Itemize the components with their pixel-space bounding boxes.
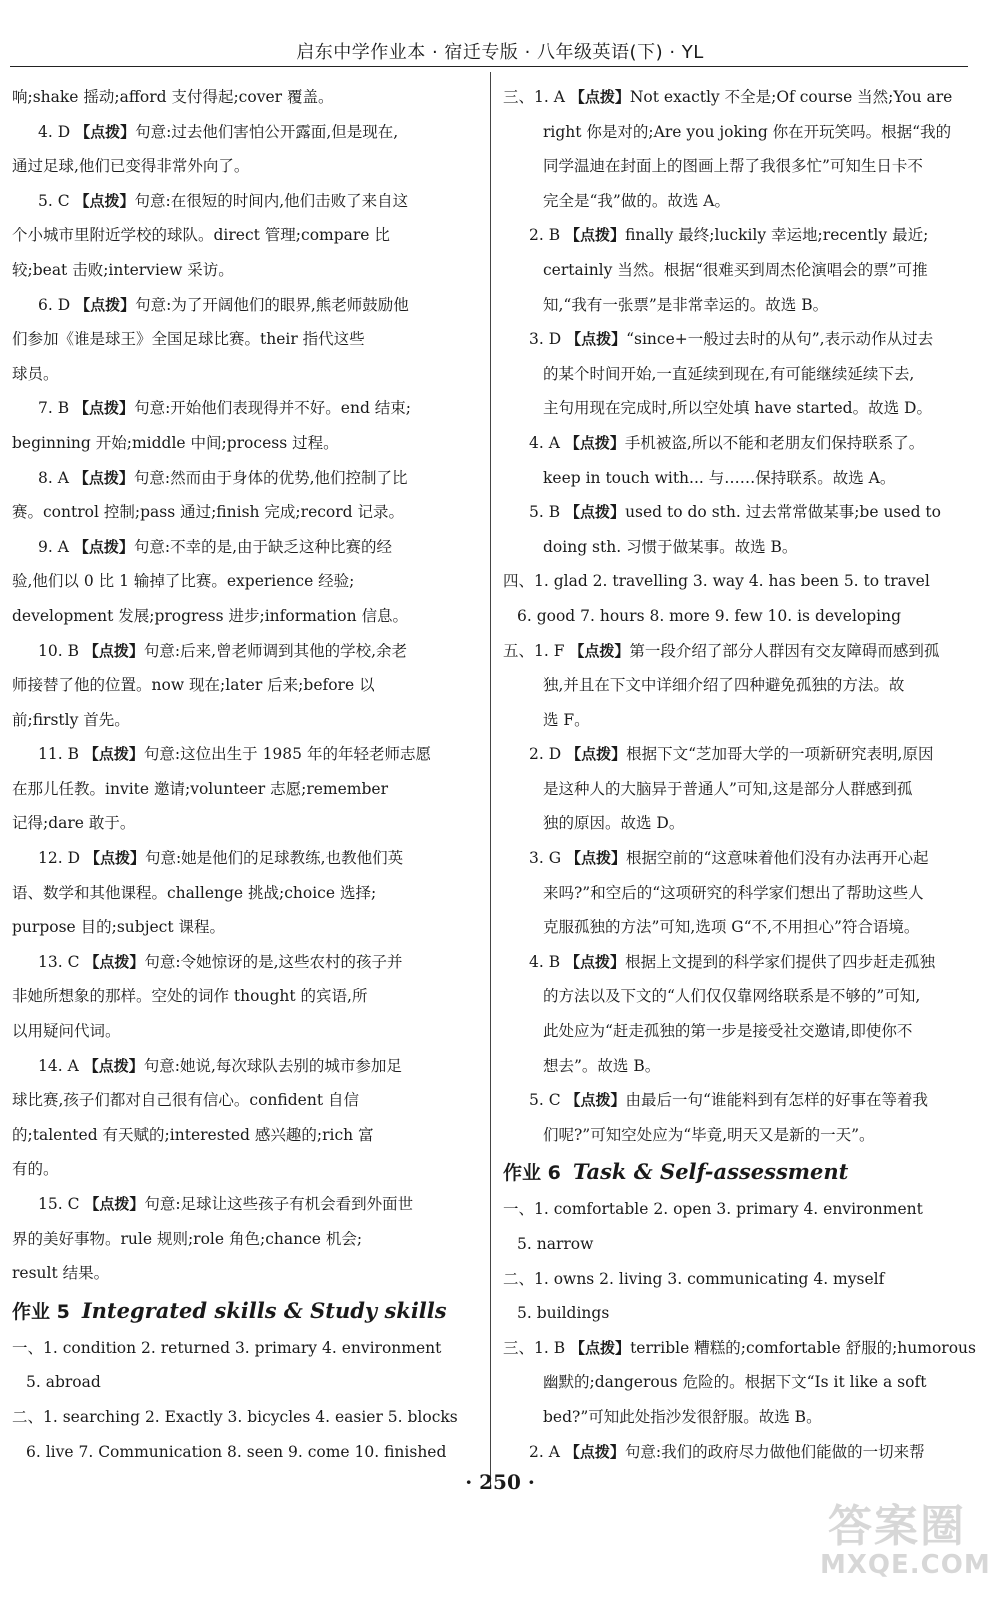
- answer-line: 5. B 【点拨】used to do sth. 过去常常做某事;be used to: [529, 503, 941, 522]
- answer-line: 球比赛,孩子们都对自己很有信心。confident 自信: [12, 1091, 359, 1110]
- answer-line: 非她所想象的那样。空处的词作 thought 的宾语,所: [12, 987, 368, 1006]
- answer-line: 2. D 【点拨】根据下文“芝加哥大学的一项新研究表明,原因: [529, 745, 934, 764]
- answer-line: result 结果。: [12, 1264, 110, 1283]
- section-title: Task & Self-assessment: [572, 1159, 849, 1185]
- answer-line: 通过足球,他们已变得非常外向了。: [12, 157, 250, 176]
- answer-line: 前;firstly 首先。: [12, 710, 130, 729]
- watermark-text: 答案圈: [828, 1501, 966, 1552]
- answer-line: 师接替了他的位置。now 现在;later 后来;before 以: [12, 676, 375, 695]
- hint-tag: 【点拨】: [83, 641, 144, 660]
- answer-line: 同学温迪在封面上的图画上帮了我很多忙”可知生日卡不: [543, 157, 923, 176]
- answer-line: 想去”。故选 B。: [543, 1056, 661, 1075]
- answer-line: 知,“我有一张票”是非常幸运的。故选 B。: [543, 295, 829, 314]
- hint-tag: 【点拨】: [73, 468, 134, 487]
- answer-line: 6. good 7. hours 8. more 9. few 10. is developing: [517, 606, 902, 625]
- answer-line: 5. abroad: [26, 1373, 101, 1392]
- answer-line: 界的美好事物。rule 规则;role 角色;chance 机会;: [12, 1229, 363, 1248]
- hint-tag: 【点拨】: [74, 399, 135, 418]
- answer-line: 验,他们以 0 比 1 输掉了比赛。experience 经验;: [12, 572, 355, 591]
- hint-tag: 【点拨】: [75, 295, 136, 314]
- answer-line: 们呢?”可知空处应为“毕竟,明天又是新的一天”。: [543, 1125, 875, 1144]
- hint-tag: 【点拨】: [83, 1056, 144, 1075]
- watermark-domain: MXQE.COM: [820, 1550, 991, 1580]
- section-heading-5: [12, 1291, 474, 1331]
- answer-line: 5. C 【点拨】句意:在很短的时间内,他们击败了来自这: [38, 191, 409, 210]
- answer-line: 13. C 【点拨】句意:令她惊讶的是,这些农村的孩子并: [38, 952, 403, 971]
- running-header: 启东中学作业本 · 宿迁专版 · 八年级英语(下) · YL: [296, 42, 704, 63]
- answer-line: 语、数学和其他课程。challenge 挑战;choice 选择;: [12, 883, 377, 902]
- answer-line: 独,并且在下文中详细介绍了四种避免孤独的方法。故: [543, 676, 905, 695]
- page-number: · 250 ·: [465, 1470, 535, 1494]
- answer-line: 较;beat 击败;interview 采访。: [12, 260, 234, 279]
- answer-line: 3. D 【点拨】“since+一般过去时的从句”,表示动作从过去: [529, 330, 934, 349]
- answer-line: 5. narrow: [517, 1235, 594, 1253]
- hint-tag: 【点拨】: [83, 745, 144, 764]
- answer-line: 球员。: [12, 364, 59, 383]
- hint-tag: 【点拨】: [74, 191, 135, 210]
- answer-line: 一、1. condition 2. returned 3. primary 4. environment: [12, 1338, 442, 1357]
- answer-line: 克服孤独的方法”可知,选项 G“不,不用担心”符合语境。: [543, 918, 920, 937]
- answer-line: 赛。control 控制;pass 通过;finish 完成;record 记录。: [12, 503, 405, 522]
- answer-line: 10. B 【点拨】句意:后来,曾老师调到其他的学校,余老: [38, 641, 407, 660]
- answer-line: 记得;dare 敢于。: [12, 814, 136, 833]
- watermark-logo: [820, 1480, 990, 1590]
- hint-tag: 【点拨】: [84, 952, 145, 971]
- answer-line: 三、1. A 【点拨】Not exactly 不全是;Of course 当然;You are: [503, 88, 953, 106]
- hint-tag: 【点拨】: [569, 88, 630, 106]
- hint-tag: 【点拨】: [564, 1442, 625, 1461]
- answer-line: 12. D 【点拨】句意:她是他们的足球教练,也教他们英: [38, 849, 404, 868]
- answer-line: 的方法以及下文的“人们仅仅靠网络联系是不够的”可知,: [543, 987, 921, 1006]
- answer-line: 9. A 【点拨】句意:不幸的是,由于缺乏这种比赛的经: [38, 537, 393, 556]
- answer-line: 独的原因。故选 D。: [543, 814, 685, 833]
- section-title: Integrated skills & Study skills: [81, 1297, 447, 1323]
- hint-tag: 【点拨】: [566, 330, 627, 349]
- hint-tag: 【点拨】: [565, 1091, 626, 1110]
- section-label: 作业 6: [503, 1162, 561, 1185]
- answer-line: 响;shake 摇动;afford 支付得起;cover 覆盖。: [12, 88, 334, 106]
- answer-line: 有的。: [12, 1160, 59, 1179]
- answer-line: 2. B 【点拨】finally 最终;luckily 幸运地;recently 最近;: [529, 226, 929, 245]
- answer-line: 8. A 【点拨】句意:然而由于身体的优势,他们控制了比: [38, 468, 408, 487]
- answer-line: 4. A 【点拨】手机被盗,所以不能和老朋友们保持联系了。: [529, 433, 925, 452]
- answer-line: certainly 当然。根据“很难买到周杰伦演唱会的票”可推: [543, 260, 928, 279]
- right-column: [503, 80, 981, 1469]
- answer-line: 5. C 【点拨】由最后一句“谁能料到有怎样的好事在等着我: [529, 1091, 928, 1110]
- answer-line: 11. B 【点拨】句意:这位出生于 1985 年的年轻老师志愿: [38, 745, 431, 764]
- answer-line: 选 F。: [543, 710, 590, 729]
- hint-tag: 【点拨】: [75, 122, 136, 141]
- answer-line: 3. G 【点拨】根据空前的“这意味着他们没有办法再开心起: [529, 849, 929, 868]
- answer-line: 此处应为“赶走孤独的第一步是接受社交邀请,即使你不: [543, 1022, 913, 1041]
- answer-line: doing sth. 习惯于做某事。故选 B。: [543, 537, 798, 556]
- answer-line: 是这种人的大脑异于普通人”可知,这是部分人群感到孤: [543, 779, 913, 798]
- answer-line: 主句用现在完成时,所以空处填 have started。故选 D。: [543, 399, 932, 418]
- hint-tag: 【点拨】: [566, 849, 627, 868]
- hint-tag: 【点拨】: [570, 1338, 631, 1357]
- answer-line: 幽默的;dangerous 危险的。根据下文“Is it like a soft: [543, 1373, 927, 1392]
- answer-line: 们参加《谁是球王》全国足球比赛。their 指代这些: [12, 330, 365, 349]
- hint-tag: 【点拨】: [564, 433, 625, 452]
- answer-line: 2. A 【点拨】句意:我们的政府尽力做他们能做的一切来帮: [529, 1442, 925, 1461]
- answer-line: bed?”可知此处指沙发很舒服。故选 B。: [543, 1407, 822, 1426]
- answer-line: 15. C 【点拨】句意:足球让这些孩子有机会看到外面世: [38, 1195, 414, 1213]
- hint-tag: 【点拨】: [566, 745, 627, 764]
- answer-line: beginning 开始;middle 中间;process 过程。: [12, 433, 339, 452]
- answer-line: 完全是“我”做的。故选 A。: [543, 191, 730, 210]
- answer-line: 以用疑问代词。: [12, 1022, 121, 1041]
- section-label: 作业 5: [12, 1300, 70, 1323]
- answer-line: 的某个时间开始,一直延续到现在,有可能继续延续下去,: [543, 364, 915, 383]
- hint-tag: 【点拨】: [569, 641, 630, 660]
- answer-line: 三、1. B 【点拨】terrible 糟糕的;comfortable 舒服的;humorous: [503, 1338, 976, 1357]
- hint-tag: 【点拨】: [84, 1195, 145, 1213]
- answer-line: development 发展;progress 进步;information 信息。: [12, 606, 408, 625]
- answer-line: 6. D 【点拨】句意:为了开阔他们的眼界,熊老师鼓励他: [38, 295, 409, 314]
- left-column: [12, 80, 474, 1469]
- answer-line: 五、1. F 【点拨】第一段介绍了部分人群因有交友障碍而感到孤: [503, 641, 940, 660]
- header-rule: [10, 66, 968, 67]
- answer-line: 个小城市里附近学校的球队。direct 管理;compare 比: [12, 226, 390, 245]
- hint-tag: 【点拨】: [565, 226, 626, 245]
- hint-tag: 【点拨】: [565, 503, 626, 522]
- answer-line: 6. live 7. Communication 8. seen 9. come 10. finished: [26, 1442, 447, 1461]
- answer-line: 的;talented 有天赋的;interested 感兴趣的;rich 富: [12, 1125, 374, 1144]
- answer-line: 5. buildings: [517, 1304, 610, 1323]
- answer-line: 一、1. comfortable 2. open 3. primary 4. environment: [503, 1200, 923, 1219]
- answer-line: 在那儿任教。invite 邀请;volunteer 志愿;remember: [12, 779, 389, 798]
- hint-tag: 【点拨】: [565, 952, 626, 971]
- answer-line: 4. D 【点拨】句意:过去他们害怕公开露面,但是现在,: [38, 122, 399, 141]
- answer-line: 7. B 【点拨】句意:开始他们表现得并不好。end 结束;: [38, 399, 412, 418]
- answer-line: keep in touch with... 与……保持联系。故选 A。: [543, 468, 896, 487]
- answer-line: 四、1. glad 2. travelling 3. way 4. has been 5. to travel: [503, 572, 930, 591]
- hint-tag: 【点拨】: [84, 849, 145, 868]
- answer-line: 二、1. searching 2. Exactly 3. bicycles 4. easier 5. blocks: [12, 1407, 458, 1426]
- answer-line: right 你是对的;Are you joking 你在开玩笑吗。根据“我的: [543, 122, 952, 141]
- section-heading-6: [503, 1152, 981, 1192]
- answer-line: 来吗?”和空后的“这项研究的科学家们想出了帮助这些人: [543, 883, 924, 902]
- column-divider: [490, 72, 491, 1487]
- answer-line: 二、1. owns 2. living 3. communicating 4. myself: [503, 1269, 885, 1288]
- answer-line: 14. A 【点拨】句意:她说,每次球队去别的城市参加足: [38, 1056, 402, 1075]
- answer-line: 4. B 【点拨】根据上文提到的科学家们提供了四步赶走孤独: [529, 952, 936, 971]
- hint-tag: 【点拨】: [73, 537, 134, 556]
- answer-line: purpose 目的;subject 课程。: [12, 918, 226, 937]
